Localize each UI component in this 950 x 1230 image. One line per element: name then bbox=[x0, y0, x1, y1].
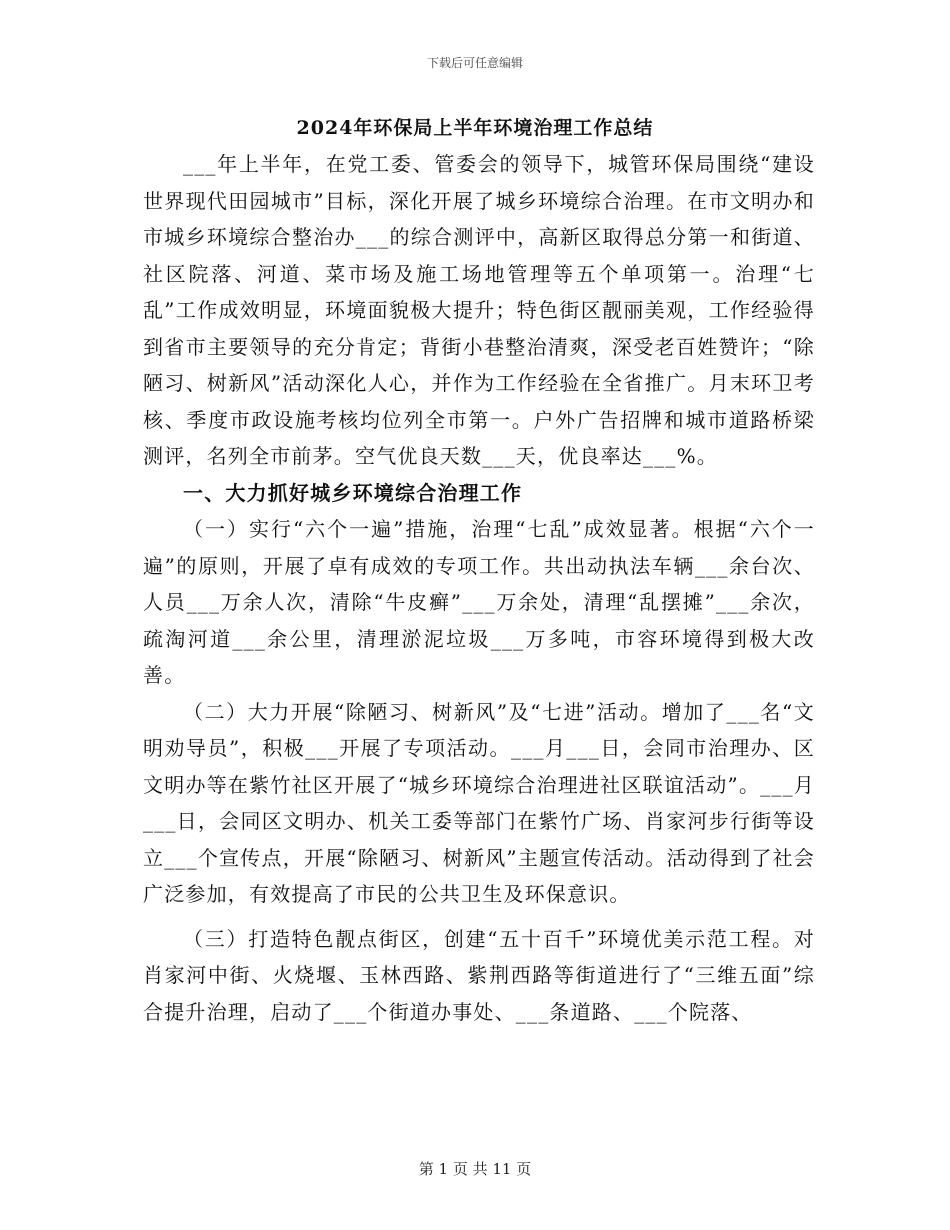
subsection-paragraph-2: （二）大力开展“除陋习、树新风”及“七进”活动。增加了___名“文明劝导员”，积极___开展了专项活动。___月___日，会同市治理办、区文明办等在紫竹社区开展了“城乡环境综合治理进社区联谊活动”。___月___日，会同区文明办、机关工委等部门在紫竹广场、肖家河步行街等设立___个宣传点，开展“除陋习、树新风”主题宣传活动。活动得到了社会广泛参加，有效提高了市民的公共卫生及环保意识。 bbox=[143, 699, 815, 906]
section-heading: 一、大力抓好城乡环境综合治理工作 bbox=[183, 480, 523, 505]
subsection-paragraph-3: （三）打造特色靓点街区，创建“五十百千”环境优美示范工程。对肖家河中街、火烧堰、玉林西路、紫荆西路等街道进行了“三维五面”综合提升治理，启动了___个街道办事处、___条道路、___个院落、 bbox=[143, 926, 815, 1024]
subsection-paragraph-1: （一）实行“六个一遍”措施，治理“七乱”成效显著。根据“六个一遍”的原则，开展了卓有成效的专项工作。共出动执法车辆___余台次、人员___万余人次，清除“牛皮癣”___万余处，清理“乱摆摊”___余次，疏淘河道___余公里，清理淤泥垃圾___万多吨，市容环境得到极大改善。 bbox=[143, 517, 815, 687]
page-number: 第 1 页 共 11 页 bbox=[418, 1160, 532, 1178]
document-title: 2024年环保局上半年环境治理工作总结 bbox=[296, 117, 654, 139]
document-body bbox=[143, 146, 815, 1030]
intro-paragraph: ___年上半年，在党工委、管委会的领导下，城管环保局围绕“建设世界现代田园城市”目标，深化开展了城乡环境综合治理。在市文明办和市城乡环境综合整治办___的综合测评中，高新区取得总分第一和街道、社区院落、河道、菜市场及施工场地管理等五个单项第一。治理“七乱”工作成效明显，环境面貌极大提升；特色街区靓丽美观，工作经验得到省市主要领导的充分肯定；背街小巷整治清爽，深受老百姓赞许；“除陋习、树新风”活动深化人心，并作为工作经验在全省推广。月末环卫考核、季度市政设施考核均位列全市第一。户外广告招牌和城市道路桥梁测评，名列全市前茅。空气优良天数___天，优良率达___%。 bbox=[143, 152, 815, 468]
header-note: 下载后可任意编辑 bbox=[426, 56, 523, 70]
